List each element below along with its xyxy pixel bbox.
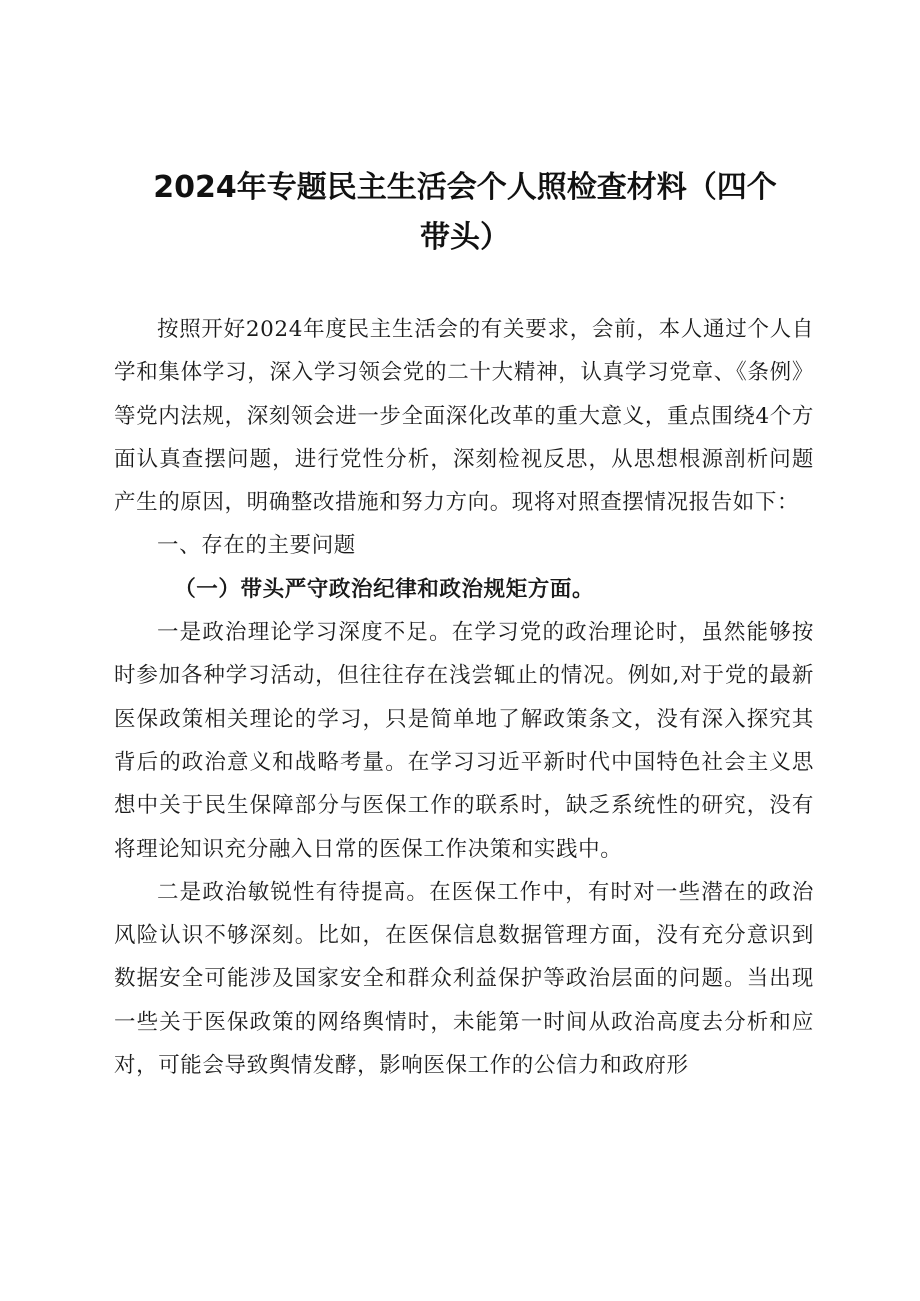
intro-paragraph: 按照开好2024年度民主生活会的有关要求，会前，本人通过个人自学和集体学习，深入学习领会党的二十大精神，认真学习党章、《条例》等党内法规，深刻领会进一步全面深化改革的重大意义，重点围绕4个方面认真查摆问题，进行党性分析，深刻检视反思，从思想根源剖析问题产生的原因，明确整改措施和努力方向。现将对照查摆情况报告如下： — [114, 317, 814, 516]
document-title: 2024年专题民主生活会个人照检查材料（四个带头） — [153, 170, 777, 255]
section-heading: 一、存在的主要问题 — [157, 533, 356, 559]
body-paragraph: 一是政治理论学习深度不足。在学习党的政治理论时，虽然能够按时参加各种学习活动，但往往存在浅尝辄止的情况。例如,对于党的最新医保政策相关理论的学习，只是简单地了解政策条文，没有深入探究其背后的政治意义和战略考量。在学习习近平新时代中国特色社会主义思想中关于民生保障部分与医保工作的联系时，缺乏系统性的研究，没有将理论知识充分融入日常的医保工作决策和实践中。 — [114, 620, 814, 862]
body-paragraph: 二是政治敏锐性有待提高。在医保工作中，有时对一些潜在的政治风险认识不够深刻。比如，在医保信息数据管理方面，没有充分意识到数据安全可能涉及国家安全和群众利益保护等政治层面的问题。当出现一些关于医保政策的网络舆情时，未能第一时间从政治高度去分析和应对，可能会导致舆情发酵，影响医保工作的公信力和政府形 — [114, 879, 814, 1079]
sub-heading: （一）带头严守政治纪律和政治规矩方面。 — [174, 576, 595, 602]
document-body — [114, 308, 814, 1087]
